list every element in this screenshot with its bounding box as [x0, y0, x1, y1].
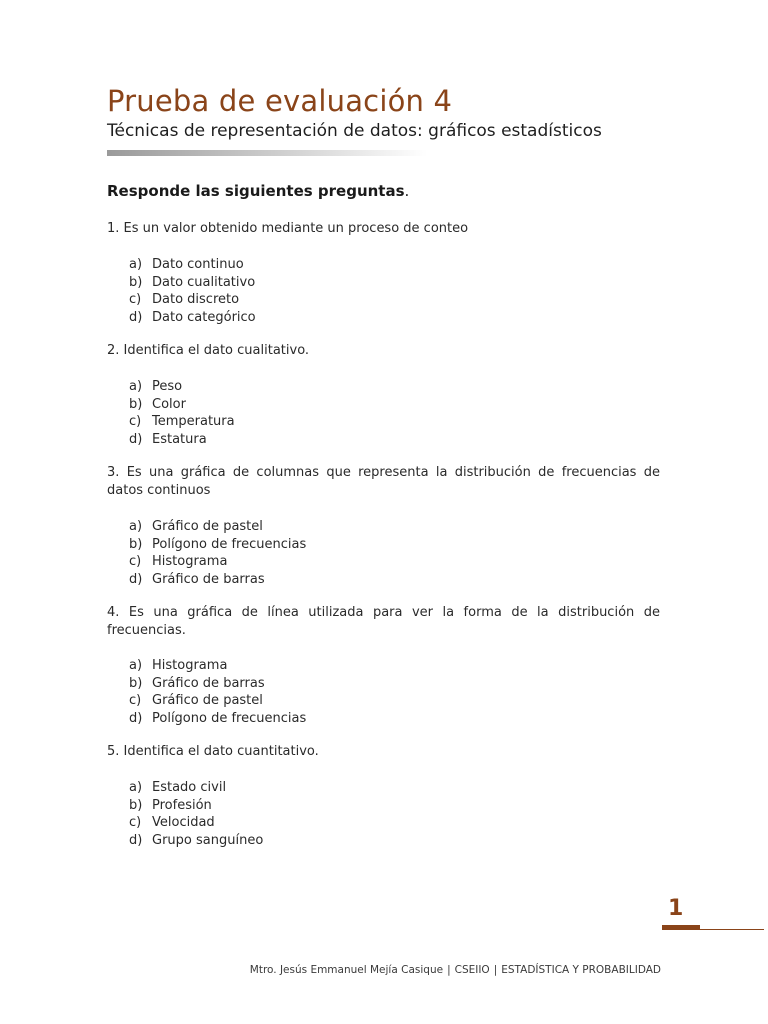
question-4: 4. Es una gráfica de línea utilizada para ver la forma de la distribución de frecuencias. — [107, 605, 660, 638]
option-letter: d) — [129, 710, 143, 726]
question-1: 1. Es un valor obtenido mediante un proceso de conteo — [107, 221, 469, 236]
option-text: Histograma — [152, 658, 228, 673]
option-text: Polígono de frecuencias — [152, 536, 307, 552]
option-text: Dato discreto — [152, 292, 240, 307]
question-5: 5. Identifica el dato cuantitativo. — [107, 744, 319, 759]
page-number-rule — [662, 929, 764, 930]
question-3: 3. Es una gráfica de columnas que representa la distribución de frecuencias de datos continuos — [107, 465, 660, 498]
option-1d — [129, 309, 256, 327]
footer-separator: | — [447, 964, 451, 976]
option-1a — [129, 256, 256, 274]
option-4a — [129, 657, 306, 675]
option-text: Temperatura — [152, 414, 235, 429]
option-text: Dato categórico — [152, 309, 256, 325]
option-3c — [129, 553, 306, 571]
options-5 — [129, 779, 263, 849]
option-text: Gráfico de barras — [152, 571, 265, 587]
title-divider — [107, 150, 427, 156]
instructions-heading — [107, 182, 409, 200]
option-4c — [129, 692, 306, 710]
option-3a — [129, 518, 306, 536]
option-2c — [129, 413, 235, 431]
option-text: Estado civil — [152, 780, 227, 795]
option-3b — [129, 536, 306, 554]
footer-separator: | — [493, 964, 498, 976]
footer-institution: CSEIIO — [454, 964, 490, 976]
option-2a — [129, 378, 235, 396]
option-3d — [129, 571, 306, 589]
option-letter: b) — [129, 396, 143, 412]
option-text: Grupo sanguíneo — [152, 832, 264, 848]
option-text: Polígono de frecuencias — [152, 710, 307, 726]
option-text: Gráfico de pastel — [152, 693, 263, 708]
option-letter: c) — [129, 414, 142, 429]
option-letter: d) — [129, 309, 143, 325]
option-letter: c) — [129, 815, 142, 830]
option-letter: a) — [129, 519, 143, 534]
option-text: Color — [152, 396, 186, 412]
option-letter: b) — [129, 797, 143, 813]
option-letter: b) — [129, 536, 143, 552]
option-text: Dato continuo — [152, 257, 244, 272]
option-text: Histograma — [152, 554, 228, 569]
option-letter: a) — [129, 379, 143, 394]
option-text: Profesión — [152, 797, 212, 813]
option-1c — [129, 291, 256, 309]
option-5a — [129, 779, 263, 797]
option-5b — [129, 797, 263, 815]
option-5d — [129, 832, 263, 850]
option-letter: d) — [129, 571, 143, 587]
option-letter: c) — [129, 554, 142, 569]
option-letter: a) — [129, 658, 143, 673]
option-4d — [129, 710, 306, 728]
option-letter: c) — [129, 693, 142, 708]
footer — [250, 964, 661, 976]
option-letter: d) — [129, 431, 143, 447]
instructions-text: Responde las siguientes preguntas — [107, 182, 405, 200]
option-text: Dato cualitativo — [152, 274, 256, 290]
option-letter: a) — [129, 780, 143, 795]
page-title: Prueba de evaluación 4 — [107, 84, 453, 118]
option-letter: a) — [129, 257, 143, 272]
option-text: Gráfico de barras — [152, 675, 265, 691]
instructions-period: . — [404, 182, 410, 200]
page-subtitle: Técnicas de representación de datos: gráficos estadísticos — [107, 121, 602, 141]
options-4 — [129, 657, 306, 727]
footer-course: ESTADÍSTICA Y PROBABILIDAD — [501, 964, 661, 976]
option-letter: d) — [129, 832, 143, 848]
option-letter: c) — [129, 292, 142, 307]
footer-author: Mtro. Jesús Emmanuel Mejía Casique — [249, 964, 444, 976]
option-text: Estatura — [152, 431, 207, 447]
option-text: Velocidad — [152, 815, 215, 830]
options-1 — [129, 256, 256, 326]
option-4b — [129, 675, 306, 693]
option-text: Gráfico de pastel — [152, 519, 263, 534]
page-number: 1 — [668, 896, 684, 921]
option-1b — [129, 274, 256, 292]
option-text: Peso — [152, 379, 183, 394]
option-2d — [129, 431, 235, 449]
option-2b — [129, 396, 235, 414]
option-letter: b) — [129, 675, 143, 691]
option-5c — [129, 814, 263, 832]
options-2 — [129, 378, 235, 448]
option-letter: b) — [129, 274, 143, 290]
options-3 — [129, 518, 306, 588]
question-2: 2. Identifica el dato cualitativo. — [107, 343, 310, 358]
